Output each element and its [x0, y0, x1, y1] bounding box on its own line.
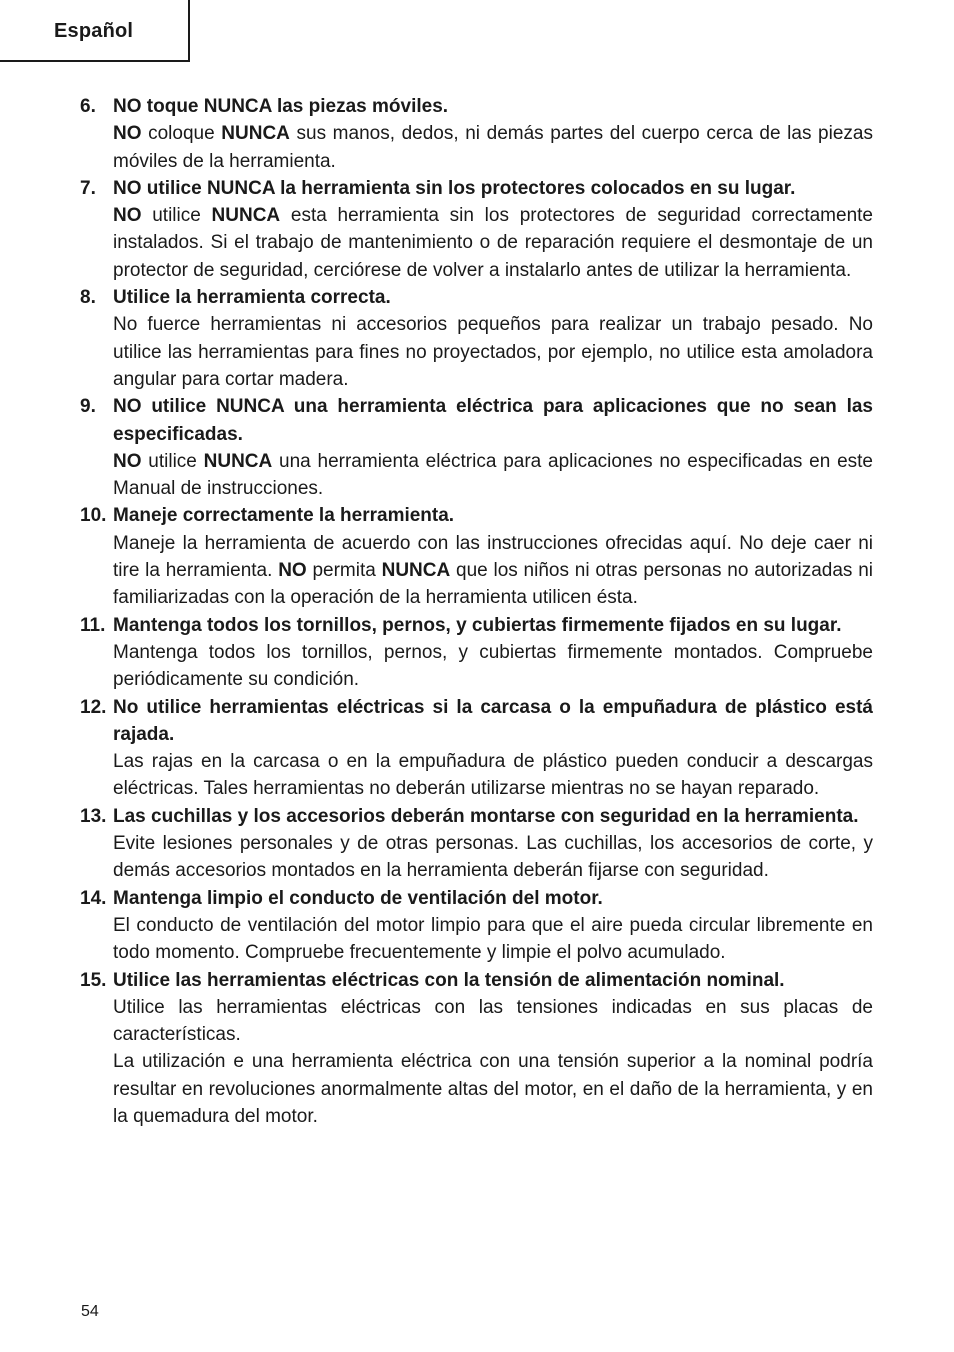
item-heading: NO toque NUNCA las piezas móviles.	[113, 96, 449, 117]
body-text: Utilice las herramientas eléctricas con las tensiones indicadas en sus placas de características.	[113, 996, 873, 1046]
body-text: sus manos, dedos, ni demás partes del cuerpo cerca de las piezas móviles de la herramienta.	[113, 123, 873, 172]
body-text: coloque	[141, 123, 222, 145]
instruction-item	[80, 393, 873, 502]
item-body	[113, 1048, 873, 1130]
item-heading: Mantenga todos los tornillos, pernos, y cubiertas firmemente fijados en su lugar.	[113, 614, 842, 636]
item-heading: NO utilice NUNCA la herramienta sin los protectores colocados en su lugar.	[113, 177, 796, 199]
body-text: utilice	[141, 450, 204, 472]
item-heading: No utilice herramientas eléctricas si la carcasa o la empuñadura de plástico está rajada.	[113, 696, 873, 745]
emphasis-text: NO	[278, 560, 307, 582]
item-heading: Las cuchillas y los accesorios deberán montarse con seguridad en la herramienta.	[113, 805, 859, 827]
instruction-item	[80, 694, 873, 803]
instruction-item	[80, 967, 873, 1131]
language-tab	[0, 0, 190, 62]
item-heading: Utilice la herramienta correcta.	[113, 287, 391, 309]
instruction-item	[80, 502, 873, 611]
item-body	[113, 748, 873, 803]
instruction-item	[80, 175, 873, 284]
instruction-item	[80, 885, 873, 967]
body-text: Mantenga todos los tornillos, pernos, y cubiertas firmemente montados. Compruebe periódicamente su condición.	[113, 641, 873, 691]
item-body	[113, 830, 873, 885]
body-text: Evite lesiones personales y de otras personas. Las cuchillas, los accesorios de corte, y demás accesorios montados en la herramienta deberán fijarse con seguridad.	[113, 833, 873, 882]
item-number: 11.	[80, 614, 106, 636]
emphasis-text: NO	[113, 205, 142, 227]
emphasis-text: NUNCA	[203, 450, 273, 472]
body-text: No fuerce herramientas ni accesorios pequeños para realizar un trabajo pesado. No utilice las herramientas para fines no proyectados, por ejemplo, no utilice esta amoladora angular para cortar madera.	[113, 314, 873, 390]
item-number: 15.	[80, 969, 107, 991]
emphasis-text: NO	[113, 123, 142, 145]
body-text: permita	[306, 560, 382, 582]
item-number: 9.	[80, 396, 96, 418]
emphasis-text: NUNCA	[211, 205, 281, 227]
item-number: 14.	[80, 887, 107, 909]
instruction-item	[80, 803, 873, 885]
item-heading: Utilice las herramientas eléctricas con la tensión de alimentación nominal.	[113, 969, 785, 991]
safety-instructions-list	[80, 93, 873, 1130]
item-number: 10.	[80, 505, 107, 527]
body-text: Maneje la herramienta de acuerdo con las instrucciones ofrecidas aquí. No deje caer ni tire la herramienta.	[113, 532, 873, 582]
item-heading: Maneje correctamente la herramienta.	[113, 505, 455, 527]
item-body	[113, 530, 873, 612]
item-number: 8.	[80, 287, 96, 309]
emphasis-text: NUNCA	[381, 560, 451, 582]
item-body	[113, 448, 873, 503]
body-text: una herramienta eléctrica para aplicaciones no especificadas en este Manual de instrucciones.	[113, 450, 873, 500]
body-text: Las rajas en la carcasa o en la empuñadura de plástico pueden conducir a descargas eléctricas. Tales herramientas no deberán utilizarse mientras no se hayan reparado.	[113, 751, 873, 800]
emphasis-text: NO	[113, 450, 142, 472]
item-number: 12.	[80, 696, 107, 718]
item-number: 13.	[80, 805, 107, 827]
body-text: que los niños ni otras personas no autorizadas ni familiarizadas con la operación de la herramienta utilicen ésta.	[113, 560, 873, 609]
item-body	[113, 912, 873, 967]
instruction-item	[80, 612, 873, 694]
body-text: El conducto de ventilación del motor limpio para que el aire pueda circular libremente en todo momento. Compruebe frecuentemente y limpie el polvo acumulado.	[113, 914, 873, 964]
item-number: 6.	[80, 96, 96, 117]
body-text: esta herramienta sin los protectores de seguridad correctamente instalados. Si el trabajo de mantenimiento o de reparación requiere el desmontaje de un protector de seguridad, cerciórese de volver a instalarlo antes de utilizar la herramienta.	[113, 205, 873, 281]
item-number: 7.	[80, 177, 96, 199]
item-heading: Mantenga limpio el conducto de ventilación del motor.	[113, 887, 603, 909]
item-body	[113, 120, 873, 175]
item-heading: NO utilice NUNCA una herramienta eléctrica para aplicaciones que no sean las especificadas.	[113, 396, 873, 445]
language-label: Español	[54, 20, 134, 42]
item-body	[113, 202, 873, 284]
item-body	[113, 639, 873, 694]
body-text: La utilización e una herramienta eléctrica con una tensión superior a la nominal podría resultar en revoluciones anormalmente altas del motor, en el daño de la herramienta, y en la quemadura del motor.	[113, 1051, 873, 1127]
item-body	[113, 994, 873, 1049]
emphasis-text: NUNCA	[221, 123, 290, 145]
body-text: utilice	[141, 205, 212, 227]
page-number: 54	[81, 1303, 99, 1320]
item-body	[113, 311, 873, 393]
instruction-item	[80, 284, 873, 393]
instruction-item	[80, 93, 873, 175]
